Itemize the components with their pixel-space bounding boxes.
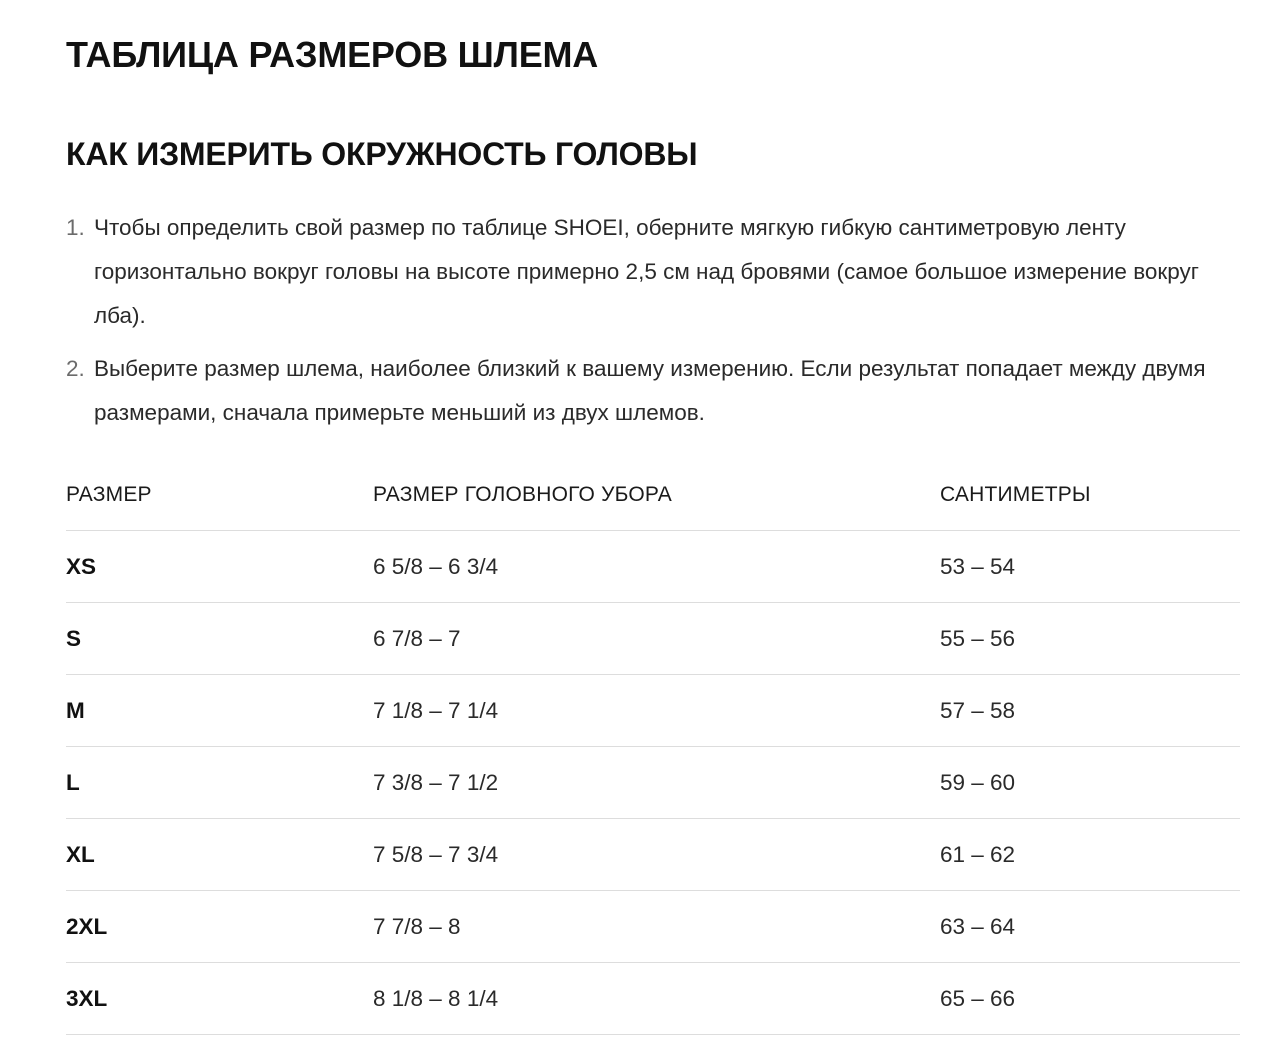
centimeters-cell: 55 – 56 — [940, 603, 1240, 675]
hat-size-cell: 7 7/8 – 8 — [373, 891, 940, 963]
size-cell: L — [66, 747, 373, 819]
section-title: КАК ИЗМЕРИТЬ ОКРУЖНОСТЬ ГОЛОВЫ — [66, 136, 698, 172]
centimeters-cell: 59 – 60 — [940, 747, 1240, 819]
hat-size-cell: 7 1/8 – 7 1/4 — [373, 675, 940, 747]
centimeters-cell: 57 – 58 — [940, 675, 1240, 747]
table-row — [66, 603, 1240, 675]
size-cell: 3XL — [66, 963, 373, 1035]
table-row — [66, 819, 1240, 891]
size-cell: XS — [66, 531, 373, 603]
header-centimeters: САНТИМЕТРЫ — [940, 459, 1240, 531]
hat-size-cell: 7 3/8 – 7 1/2 — [373, 747, 940, 819]
size-cell: S — [66, 603, 373, 675]
centimeters-cell: 63 – 64 — [940, 891, 1240, 963]
centimeters-cell: 61 – 62 — [940, 819, 1240, 891]
measurement-steps — [66, 206, 1240, 444]
step-text: Чтобы определить свой размер по таблице SHOEI, оберните мягкую гибкую сантиметровую ленту горизонтально вокруг головы на высоте примерно 2,5 см над бровями (самое большое измерение вокруг лба). — [94, 215, 1199, 328]
table-row — [66, 963, 1240, 1035]
header-size: РАЗМЕР — [66, 459, 373, 531]
centimeters-cell: 53 – 54 — [940, 531, 1240, 603]
page-title: ТАБЛИЦА РАЗМЕРОВ ШЛЕМА — [66, 34, 599, 75]
step-text: Выберите размер шлема, наиболее близкий к вашему измерению. Если результат попадает между двумя размерами, сначала примерьте меньший из двух шлемов. — [94, 356, 1206, 425]
header-hat-size: РАЗМЕР ГОЛОВНОГО УБОРА — [373, 459, 940, 531]
table-row — [66, 891, 1240, 963]
hat-size-cell: 8 1/8 – 8 1/4 — [373, 963, 940, 1035]
step-number: 1. — [66, 215, 85, 240]
size-cell: XL — [66, 819, 373, 891]
hat-size-cell: 6 5/8 – 6 3/4 — [373, 531, 940, 603]
size-cell: M — [66, 675, 373, 747]
hat-size-cell: 7 5/8 – 7 3/4 — [373, 819, 940, 891]
centimeters-cell: 65 – 66 — [940, 963, 1240, 1035]
table-header-row — [66, 459, 1240, 531]
size-cell: 2XL — [66, 891, 373, 963]
size-table — [66, 459, 1240, 1035]
table-row — [66, 675, 1240, 747]
step-item — [66, 206, 1240, 338]
table-row — [66, 747, 1240, 819]
step-item — [66, 347, 1240, 435]
table-row — [66, 531, 1240, 603]
hat-size-cell: 6 7/8 – 7 — [373, 603, 940, 675]
step-number: 2. — [66, 356, 85, 381]
